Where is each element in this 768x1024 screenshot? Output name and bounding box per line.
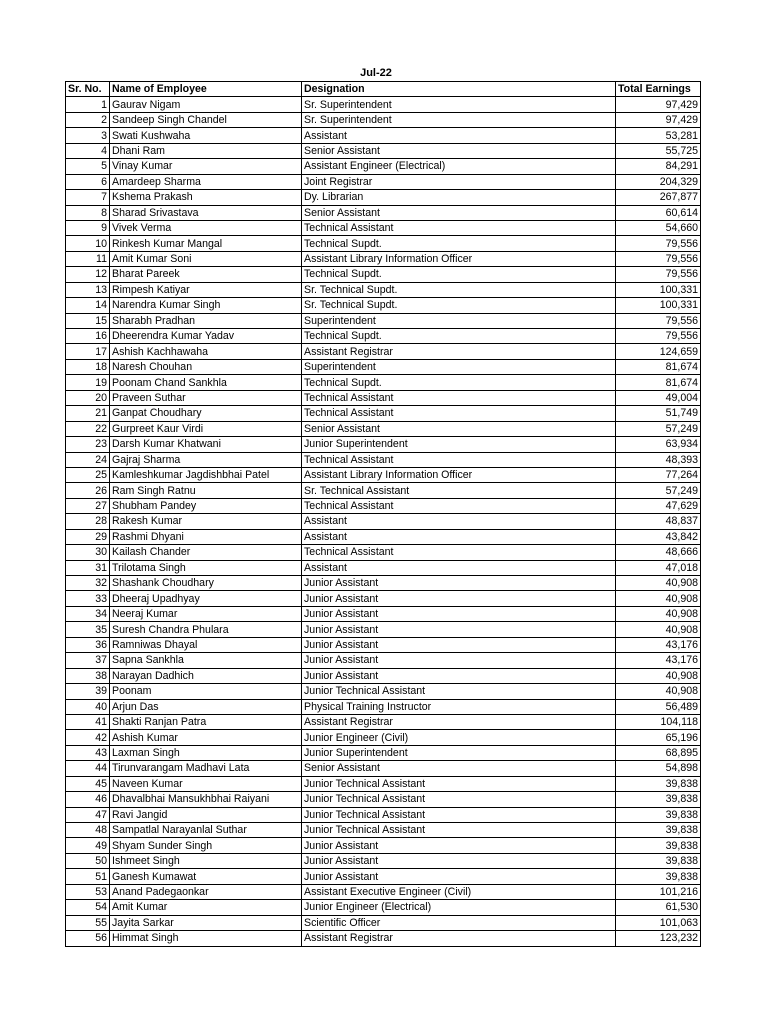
total-earnings-cell: 39,838 bbox=[616, 853, 701, 868]
sr-no-cell: 7 bbox=[66, 190, 110, 205]
designation-cell: Technical Assistant bbox=[302, 545, 616, 560]
designation-cell: Dy. Librarian bbox=[302, 190, 616, 205]
designation-cell: Assistant Engineer (Electrical) bbox=[302, 159, 616, 174]
sr-no-cell: 37 bbox=[66, 653, 110, 668]
table-row bbox=[66, 684, 701, 699]
designation-cell: Scientific Officer bbox=[302, 915, 616, 930]
designation-cell: Junior Assistant bbox=[302, 622, 616, 637]
employee-name-cell: Vinay Kumar bbox=[110, 159, 302, 174]
employee-name-cell: Dheeraj Upadhyay bbox=[110, 591, 302, 606]
total-earnings-cell: 68,895 bbox=[616, 745, 701, 760]
designation-cell: Junior Assistant bbox=[302, 576, 616, 591]
total-earnings-cell: 124,659 bbox=[616, 344, 701, 359]
table-row bbox=[66, 514, 701, 529]
total-earnings-cell: 97,429 bbox=[616, 97, 701, 112]
sr-no-cell: 29 bbox=[66, 529, 110, 544]
sr-no-cell: 8 bbox=[66, 205, 110, 220]
total-earnings-cell: 84,291 bbox=[616, 159, 701, 174]
total-earnings-cell: 60,614 bbox=[616, 205, 701, 220]
sr-no-cell: 34 bbox=[66, 606, 110, 621]
table-row bbox=[66, 745, 701, 760]
employee-name-cell: Shyam Sunder Singh bbox=[110, 838, 302, 853]
employee-name-cell: Shakti Ranjan Patra bbox=[110, 714, 302, 729]
employee-name-cell: Poonam Chand Sankhla bbox=[110, 375, 302, 390]
table-row bbox=[66, 714, 701, 729]
total-earnings-cell: 48,837 bbox=[616, 514, 701, 529]
total-earnings-cell: 77,264 bbox=[616, 467, 701, 482]
total-earnings-cell: 101,216 bbox=[616, 884, 701, 899]
table-row bbox=[66, 190, 701, 205]
total-earnings-cell: 79,556 bbox=[616, 267, 701, 282]
table-row bbox=[66, 560, 701, 575]
sr-no-cell: 46 bbox=[66, 792, 110, 807]
designation-cell: Superintendent bbox=[302, 359, 616, 374]
total-earnings-cell: 54,660 bbox=[616, 220, 701, 235]
header-row bbox=[66, 82, 701, 97]
total-earnings-cell: 57,249 bbox=[616, 483, 701, 498]
table-row bbox=[66, 622, 701, 637]
table-row bbox=[66, 529, 701, 544]
sr-no-cell: 44 bbox=[66, 761, 110, 776]
sr-no-cell: 53 bbox=[66, 884, 110, 899]
employee-name-cell: Kshema Prakash bbox=[110, 190, 302, 205]
designation-cell: Senior Assistant bbox=[302, 421, 616, 436]
table-row bbox=[66, 915, 701, 930]
employee-name-cell: Dhavalbhai Mansukhbhai Raiyani bbox=[110, 792, 302, 807]
total-earnings-cell: 48,666 bbox=[616, 545, 701, 560]
total-earnings-cell: 123,232 bbox=[616, 931, 701, 946]
employee-name-cell: Laxman Singh bbox=[110, 745, 302, 760]
employee-name-cell: Narendra Kumar Singh bbox=[110, 298, 302, 313]
sr-no-cell: 15 bbox=[66, 313, 110, 328]
designation-cell: Assistant bbox=[302, 128, 616, 143]
table-row bbox=[66, 220, 701, 235]
total-earnings-cell: 204,329 bbox=[616, 174, 701, 189]
month-label: Jul-22 bbox=[360, 67, 392, 79]
total-earnings-cell: 61,530 bbox=[616, 900, 701, 915]
sr-no-cell: 38 bbox=[66, 668, 110, 683]
total-earnings-cell: 43,176 bbox=[616, 637, 701, 652]
designation-cell: Technical Supdt. bbox=[302, 329, 616, 344]
employee-name-cell: Amit Kumar Soni bbox=[110, 251, 302, 266]
sr-no-cell: 24 bbox=[66, 452, 110, 467]
designation-cell: Sr. Superintendent bbox=[302, 97, 616, 112]
designation-cell: Technical Supdt. bbox=[302, 236, 616, 251]
sr-no-cell: 1 bbox=[66, 97, 110, 112]
employee-name-cell: Shashank Choudhary bbox=[110, 576, 302, 591]
total-earnings-cell: 47,018 bbox=[616, 560, 701, 575]
sr-no-cell: 35 bbox=[66, 622, 110, 637]
table-row bbox=[66, 853, 701, 868]
designation-cell: Junior Assistant bbox=[302, 653, 616, 668]
sr-no-cell: 11 bbox=[66, 251, 110, 266]
sr-no-cell: 39 bbox=[66, 684, 110, 699]
total-earnings-cell: 54,898 bbox=[616, 761, 701, 776]
employee-name-cell: Gajraj Sharma bbox=[110, 452, 302, 467]
table-row bbox=[66, 236, 701, 251]
employee-name-cell: Naresh Chouhan bbox=[110, 359, 302, 374]
table-row bbox=[66, 498, 701, 513]
total-earnings-cell: 40,908 bbox=[616, 576, 701, 591]
sr-no-cell: 22 bbox=[66, 421, 110, 436]
header-total-earnings: Total Earnings bbox=[616, 82, 701, 97]
table-row bbox=[66, 344, 701, 359]
total-earnings-cell: 57,249 bbox=[616, 421, 701, 436]
total-earnings-cell: 40,908 bbox=[616, 591, 701, 606]
sr-no-cell: 4 bbox=[66, 143, 110, 158]
employee-name-cell: Sharabh Pradhan bbox=[110, 313, 302, 328]
total-earnings-cell: 79,556 bbox=[616, 313, 701, 328]
total-earnings-cell: 100,331 bbox=[616, 282, 701, 297]
sr-no-cell: 2 bbox=[66, 112, 110, 127]
designation-cell: Sr. Technical Assistant bbox=[302, 483, 616, 498]
table-row bbox=[66, 421, 701, 436]
designation-cell: Junior Assistant bbox=[302, 668, 616, 683]
table-row bbox=[66, 838, 701, 853]
designation-cell: Junior Engineer (Civil) bbox=[302, 730, 616, 745]
total-earnings-cell: 47,629 bbox=[616, 498, 701, 513]
employee-earnings-table bbox=[65, 81, 701, 947]
sr-no-cell: 27 bbox=[66, 498, 110, 513]
total-earnings-cell: 79,556 bbox=[616, 251, 701, 266]
designation-cell: Junior Superintendent bbox=[302, 437, 616, 452]
employee-name-cell: Shubham Pandey bbox=[110, 498, 302, 513]
table-row bbox=[66, 390, 701, 405]
employee-name-cell: Poonam bbox=[110, 684, 302, 699]
employee-name-cell: Neeraj Kumar bbox=[110, 606, 302, 621]
sr-no-cell: 13 bbox=[66, 282, 110, 297]
designation-cell: Technical Assistant bbox=[302, 452, 616, 467]
sr-no-cell: 21 bbox=[66, 406, 110, 421]
sr-no-cell: 45 bbox=[66, 776, 110, 791]
sr-no-cell: 54 bbox=[66, 900, 110, 915]
sr-no-cell: 5 bbox=[66, 159, 110, 174]
header-sr-no: Sr. No. bbox=[66, 82, 110, 97]
table-row bbox=[66, 128, 701, 143]
total-earnings-cell: 39,838 bbox=[616, 807, 701, 822]
table-row bbox=[66, 174, 701, 189]
designation-cell: Junior Technical Assistant bbox=[302, 823, 616, 838]
table-row bbox=[66, 931, 701, 946]
total-earnings-cell: 40,908 bbox=[616, 668, 701, 683]
employee-name-cell: Sapna Sankhla bbox=[110, 653, 302, 668]
sr-no-cell: 18 bbox=[66, 359, 110, 374]
sr-no-cell: 17 bbox=[66, 344, 110, 359]
table-row bbox=[66, 483, 701, 498]
employee-name-cell: Ashish Kumar bbox=[110, 730, 302, 745]
total-earnings-cell: 267,877 bbox=[616, 190, 701, 205]
employee-name-cell: Vivek Verma bbox=[110, 220, 302, 235]
table-row bbox=[66, 699, 701, 714]
employee-name-cell: Bharat Pareek bbox=[110, 267, 302, 282]
sr-no-cell: 43 bbox=[66, 745, 110, 760]
employee-name-cell: Ganpat Choudhary bbox=[110, 406, 302, 421]
total-earnings-cell: 48,393 bbox=[616, 452, 701, 467]
total-earnings-cell: 97,429 bbox=[616, 112, 701, 127]
designation-cell: Superintendent bbox=[302, 313, 616, 328]
designation-cell: Technical Assistant bbox=[302, 498, 616, 513]
table-row bbox=[66, 267, 701, 282]
designation-cell: Junior Assistant bbox=[302, 869, 616, 884]
total-earnings-cell: 101,063 bbox=[616, 915, 701, 930]
table-row bbox=[66, 143, 701, 158]
total-earnings-cell: 79,556 bbox=[616, 329, 701, 344]
table-row bbox=[66, 112, 701, 127]
total-earnings-cell: 56,489 bbox=[616, 699, 701, 714]
employee-name-cell: Kamleshkumar Jagdishbhai Patel bbox=[110, 467, 302, 482]
sr-no-cell: 33 bbox=[66, 591, 110, 606]
employee-name-cell: Rakesh Kumar bbox=[110, 514, 302, 529]
employee-name-cell: Rimpesh Katiyar bbox=[110, 282, 302, 297]
table-row bbox=[66, 761, 701, 776]
table-row bbox=[66, 591, 701, 606]
table-row bbox=[66, 869, 701, 884]
designation-cell: Junior Engineer (Electrical) bbox=[302, 900, 616, 915]
sr-no-cell: 56 bbox=[66, 931, 110, 946]
table-row bbox=[66, 452, 701, 467]
sr-no-cell: 40 bbox=[66, 699, 110, 714]
total-earnings-cell: 40,908 bbox=[616, 622, 701, 637]
sr-no-cell: 47 bbox=[66, 807, 110, 822]
total-earnings-cell: 49,004 bbox=[616, 390, 701, 405]
total-earnings-cell: 81,674 bbox=[616, 375, 701, 390]
table-row bbox=[66, 606, 701, 621]
designation-cell: Junior Assistant bbox=[302, 853, 616, 868]
sr-no-cell: 32 bbox=[66, 576, 110, 591]
employee-name-cell: Dhani Ram bbox=[110, 143, 302, 158]
designation-cell: Assistant Registrar bbox=[302, 931, 616, 946]
designation-cell: Junior Assistant bbox=[302, 637, 616, 652]
table-row bbox=[66, 576, 701, 591]
total-earnings-cell: 39,838 bbox=[616, 869, 701, 884]
designation-cell: Assistant Executive Engineer (Civil) bbox=[302, 884, 616, 899]
employee-name-cell: Gurpreet Kaur Virdi bbox=[110, 421, 302, 436]
designation-cell: Technical Assistant bbox=[302, 220, 616, 235]
designation-cell: Sr. Superintendent bbox=[302, 112, 616, 127]
designation-cell: Assistant bbox=[302, 529, 616, 544]
sr-no-cell: 41 bbox=[66, 714, 110, 729]
sr-no-cell: 31 bbox=[66, 560, 110, 575]
sr-no-cell: 3 bbox=[66, 128, 110, 143]
employee-name-cell: Ishmeet Singh bbox=[110, 853, 302, 868]
total-earnings-cell: 63,934 bbox=[616, 437, 701, 452]
table-row bbox=[66, 313, 701, 328]
designation-cell: Technical Assistant bbox=[302, 406, 616, 421]
designation-cell: Joint Registrar bbox=[302, 174, 616, 189]
total-earnings-cell: 43,842 bbox=[616, 529, 701, 544]
sr-no-cell: 49 bbox=[66, 838, 110, 853]
designation-cell: Junior Technical Assistant bbox=[302, 807, 616, 822]
employee-name-cell: Ravi Jangid bbox=[110, 807, 302, 822]
table-row bbox=[66, 545, 701, 560]
total-earnings-cell: 39,838 bbox=[616, 792, 701, 807]
employee-name-cell: Arjun Das bbox=[110, 699, 302, 714]
designation-cell: Assistant Library Information Officer bbox=[302, 467, 616, 482]
sr-no-cell: 51 bbox=[66, 869, 110, 884]
header-name: Name of Employee bbox=[110, 82, 302, 97]
designation-cell: Assistant Library Information Officer bbox=[302, 251, 616, 266]
table-row bbox=[66, 807, 701, 822]
sr-no-cell: 30 bbox=[66, 545, 110, 560]
sr-no-cell: 16 bbox=[66, 329, 110, 344]
total-earnings-cell: 40,908 bbox=[616, 684, 701, 699]
employee-name-cell: Gaurav Nigam bbox=[110, 97, 302, 112]
table-row bbox=[66, 97, 701, 112]
employee-name-cell: Darsh Kumar Khatwani bbox=[110, 437, 302, 452]
sr-no-cell: 10 bbox=[66, 236, 110, 251]
header-designation: Designation bbox=[302, 82, 616, 97]
total-earnings-cell: 40,908 bbox=[616, 606, 701, 621]
employee-name-cell: Himmat Singh bbox=[110, 931, 302, 946]
employee-name-cell: Sampatlal Narayanlal Suthar bbox=[110, 823, 302, 838]
table-row bbox=[66, 653, 701, 668]
sr-no-cell: 20 bbox=[66, 390, 110, 405]
total-earnings-cell: 65,196 bbox=[616, 730, 701, 745]
sr-no-cell: 28 bbox=[66, 514, 110, 529]
employee-name-cell: Sharad Srivastava bbox=[110, 205, 302, 220]
employee-name-cell: Ganesh Kumawat bbox=[110, 869, 302, 884]
table-row bbox=[66, 467, 701, 482]
table-row bbox=[66, 437, 701, 452]
employee-name-cell: Swati Kushwaha bbox=[110, 128, 302, 143]
designation-cell: Junior Superintendent bbox=[302, 745, 616, 760]
sr-no-cell: 9 bbox=[66, 220, 110, 235]
employee-name-cell: Ashish Kachhawaha bbox=[110, 344, 302, 359]
designation-cell: Junior Technical Assistant bbox=[302, 684, 616, 699]
total-earnings-cell: 39,838 bbox=[616, 776, 701, 791]
sr-no-cell: 6 bbox=[66, 174, 110, 189]
sr-no-cell: 25 bbox=[66, 467, 110, 482]
designation-cell: Junior Assistant bbox=[302, 606, 616, 621]
sr-no-cell: 26 bbox=[66, 483, 110, 498]
employee-name-cell: Amardeep Sharma bbox=[110, 174, 302, 189]
sr-no-cell: 14 bbox=[66, 298, 110, 313]
designation-cell: Assistant Registrar bbox=[302, 714, 616, 729]
employee-name-cell: Ram Singh Ratnu bbox=[110, 483, 302, 498]
table-row bbox=[66, 884, 701, 899]
employee-name-cell: Sandeep Singh Chandel bbox=[110, 112, 302, 127]
total-earnings-cell: 43,176 bbox=[616, 653, 701, 668]
designation-cell: Technical Supdt. bbox=[302, 267, 616, 282]
sr-no-cell: 55 bbox=[66, 915, 110, 930]
employee-name-cell: Tirunvarangam Madhavi Lata bbox=[110, 761, 302, 776]
total-earnings-cell: 53,281 bbox=[616, 128, 701, 143]
table-row bbox=[66, 159, 701, 174]
table-row bbox=[66, 637, 701, 652]
employee-name-cell: Amit Kumar bbox=[110, 900, 302, 915]
designation-cell: Assistant bbox=[302, 560, 616, 575]
designation-cell: Sr. Technical Supdt. bbox=[302, 298, 616, 313]
employee-name-cell: Jayita Sarkar bbox=[110, 915, 302, 930]
total-earnings-cell: 79,556 bbox=[616, 236, 701, 251]
designation-cell: Junior Assistant bbox=[302, 591, 616, 606]
designation-cell: Senior Assistant bbox=[302, 143, 616, 158]
designation-cell: Technical Assistant bbox=[302, 390, 616, 405]
total-earnings-cell: 55,725 bbox=[616, 143, 701, 158]
employee-name-cell: Naveen Kumar bbox=[110, 776, 302, 791]
sr-no-cell: 50 bbox=[66, 853, 110, 868]
designation-cell: Technical Supdt. bbox=[302, 375, 616, 390]
table-row bbox=[66, 329, 701, 344]
designation-cell: Sr. Technical Supdt. bbox=[302, 282, 616, 297]
table-row bbox=[66, 792, 701, 807]
table-row bbox=[66, 375, 701, 390]
employee-name-cell: Praveen Suthar bbox=[110, 390, 302, 405]
total-earnings-cell: 100,331 bbox=[616, 298, 701, 313]
table-row bbox=[66, 251, 701, 266]
table-row bbox=[66, 282, 701, 297]
total-earnings-cell: 51,749 bbox=[616, 406, 701, 421]
sr-no-cell: 42 bbox=[66, 730, 110, 745]
table-body bbox=[66, 97, 701, 946]
table-row bbox=[66, 730, 701, 745]
table-row bbox=[66, 406, 701, 421]
designation-cell: Junior Assistant bbox=[302, 838, 616, 853]
employee-name-cell: Anand Padegaonkar bbox=[110, 884, 302, 899]
sr-no-cell: 48 bbox=[66, 823, 110, 838]
table-row bbox=[66, 359, 701, 374]
table-row bbox=[66, 205, 701, 220]
total-earnings-cell: 104,118 bbox=[616, 714, 701, 729]
total-earnings-cell: 39,838 bbox=[616, 823, 701, 838]
employee-name-cell: Trilotama Singh bbox=[110, 560, 302, 575]
designation-cell: Senior Assistant bbox=[302, 761, 616, 776]
total-earnings-cell: 81,674 bbox=[616, 359, 701, 374]
employee-name-cell: Rashmi Dhyani bbox=[110, 529, 302, 544]
employee-name-cell: Suresh Chandra Phulara bbox=[110, 622, 302, 637]
designation-cell: Physical Training Instructor bbox=[302, 699, 616, 714]
sr-no-cell: 12 bbox=[66, 267, 110, 282]
employee-name-cell: Narayan Dadhich bbox=[110, 668, 302, 683]
employee-name-cell: Kailash Chander bbox=[110, 545, 302, 560]
table-row bbox=[66, 298, 701, 313]
table-row bbox=[66, 900, 701, 915]
employee-name-cell: Dheerendra Kumar Yadav bbox=[110, 329, 302, 344]
sr-no-cell: 23 bbox=[66, 437, 110, 452]
employee-name-cell: Rinkesh Kumar Mangal bbox=[110, 236, 302, 251]
total-earnings-cell: 39,838 bbox=[616, 838, 701, 853]
designation-cell: Assistant Registrar bbox=[302, 344, 616, 359]
table-row bbox=[66, 776, 701, 791]
designation-cell: Junior Technical Assistant bbox=[302, 776, 616, 791]
employee-name-cell: Ramniwas Dhayal bbox=[110, 637, 302, 652]
table-row bbox=[66, 823, 701, 838]
designation-cell: Junior Technical Assistant bbox=[302, 792, 616, 807]
table-row bbox=[66, 668, 701, 683]
designation-cell: Assistant bbox=[302, 514, 616, 529]
sr-no-cell: 36 bbox=[66, 637, 110, 652]
designation-cell: Senior Assistant bbox=[302, 205, 616, 220]
sr-no-cell: 19 bbox=[66, 375, 110, 390]
